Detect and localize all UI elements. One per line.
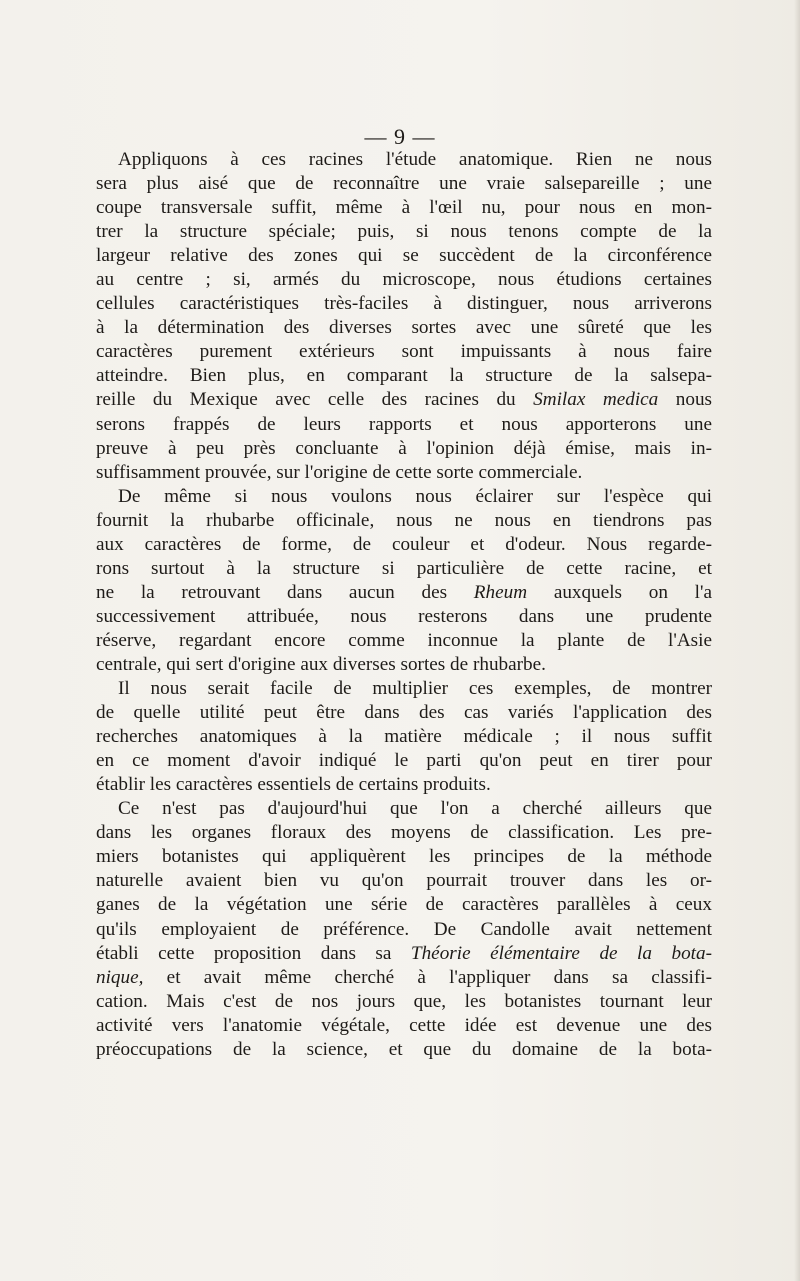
text-fragment: établi cette proposition dans sa bbox=[96, 942, 411, 964]
text-line-mixed bbox=[96, 942, 712, 966]
text-line: aux caractères de forme, de couleur et d'odeur. Nous regarde- bbox=[96, 533, 712, 555]
text-line: centrale, qui sert d'origine aux diverses sortes de rhubarbe. bbox=[96, 653, 546, 675]
text-line: Appliquons à ces racines l'étude anatomique. Rien ne nous bbox=[118, 149, 712, 170]
text-line-mixed bbox=[96, 966, 712, 990]
text-line: au centre ; si, armés du microscope, nous étudions certaines bbox=[96, 269, 712, 291]
text-line: naturelle avaient bien vu qu'on pourrait trouver dans les or- bbox=[96, 870, 712, 892]
text-line: fournit la rhubarbe officinale, nous ne nous en tiendrons pas bbox=[96, 509, 712, 531]
italic-term: Rheum bbox=[473, 581, 528, 603]
text-line: rons surtout à la structure si particulière de cette racine, et bbox=[96, 557, 712, 579]
italic-term: Smilax medica bbox=[533, 389, 659, 411]
text-line: établir les caractères essentiels de certains produits. bbox=[96, 774, 491, 796]
text-line: Ce n'est pas d'aujourd'hui que l'on a cherché ailleurs que bbox=[118, 798, 712, 820]
italic-term: nique, bbox=[96, 966, 144, 988]
text-line-mixed bbox=[96, 581, 712, 605]
text-line: coupe transversale suffit, même à l'œil nu, pour nous en mon- bbox=[96, 197, 712, 219]
text-line: qu'ils employaient de préférence. De Candolle avait nettement bbox=[96, 918, 712, 940]
text-fragment: nous bbox=[658, 389, 712, 411]
text-line: cation. Mais c'est de nos jours que, les botanistes tournant leur bbox=[96, 990, 712, 1012]
text-line: de quelle utilité peut être dans des cas variés l'application des bbox=[96, 702, 712, 724]
text-line: trer la structure spéciale; puis, si nous tenons compte de la bbox=[96, 221, 712, 243]
text-line: recherches anatomiques à la matière médicale ; il nous suffit bbox=[96, 726, 712, 748]
text-fragment: auxquels on l'a bbox=[527, 581, 712, 603]
text-line: ganes de la végétation une série de caractères parallèles à ceux bbox=[96, 894, 712, 916]
text-line: Il nous serait facile de multiplier ces exemples, de montrer bbox=[118, 678, 712, 700]
text-line: à la détermination des diverses sortes avec une sûreté que les bbox=[96, 317, 712, 339]
text-line: miers botanistes qui appliquèrent les principes de la méthode bbox=[96, 846, 712, 868]
text-line: réserve, regardant encore comme inconnue la plante de l'Asie bbox=[96, 629, 712, 651]
body-text bbox=[96, 148, 712, 1062]
text-line: préoccupations de la science, et que du domaine de la bota- bbox=[96, 1038, 712, 1060]
text-line: serons frappés de leurs rapports et nous apporterons une bbox=[96, 413, 712, 435]
text-line: atteindre. Bien plus, en comparant la structure de la salsepa- bbox=[96, 365, 712, 387]
text-line: sera plus aisé que de reconnaître une vraie salsepareille ; une bbox=[96, 173, 712, 195]
text-fragment: reille du Mexique avec celle des racines du bbox=[96, 389, 534, 411]
text-line: largeur relative des zones qui se succèdent de la circonférence bbox=[96, 245, 712, 267]
text-fragment: ne la retrouvant dans aucun des bbox=[96, 581, 474, 603]
page-edge-shadow bbox=[794, 0, 800, 1281]
text-fragment: et avait même cherché à l'appliquer dans sa classifi- bbox=[143, 966, 712, 988]
text-line-mixed bbox=[96, 388, 712, 412]
italic-term: Théorie élémentaire de la bota- bbox=[410, 942, 712, 964]
text-line: dans les organes floraux des moyens de classification. Les pre- bbox=[96, 822, 712, 844]
text-line: successivement attribuée, nous resterons dans une prudente bbox=[96, 605, 712, 627]
text-line: en ce moment d'avoir indiqué le parti qu'on peut en tirer pour bbox=[96, 750, 712, 772]
text-line: preuve à peu près concluante à l'opinion déjà émise, mais in- bbox=[96, 437, 712, 459]
page-number: — 9 — bbox=[364, 124, 436, 149]
text-line: cellules caractéristiques très-faciles à distinguer, nous arriverons bbox=[96, 293, 712, 315]
text-line: activité vers l'anatomie végétale, cette idée est devenue une des bbox=[96, 1014, 712, 1036]
text-line: De même si nous voulons nous éclairer sur l'espèce qui bbox=[118, 485, 712, 507]
text-line: caractères purement extérieurs sont impuissants à nous faire bbox=[96, 341, 712, 363]
text-line: suffisamment prouvée, sur l'origine de cette sorte commerciale. bbox=[96, 461, 583, 483]
